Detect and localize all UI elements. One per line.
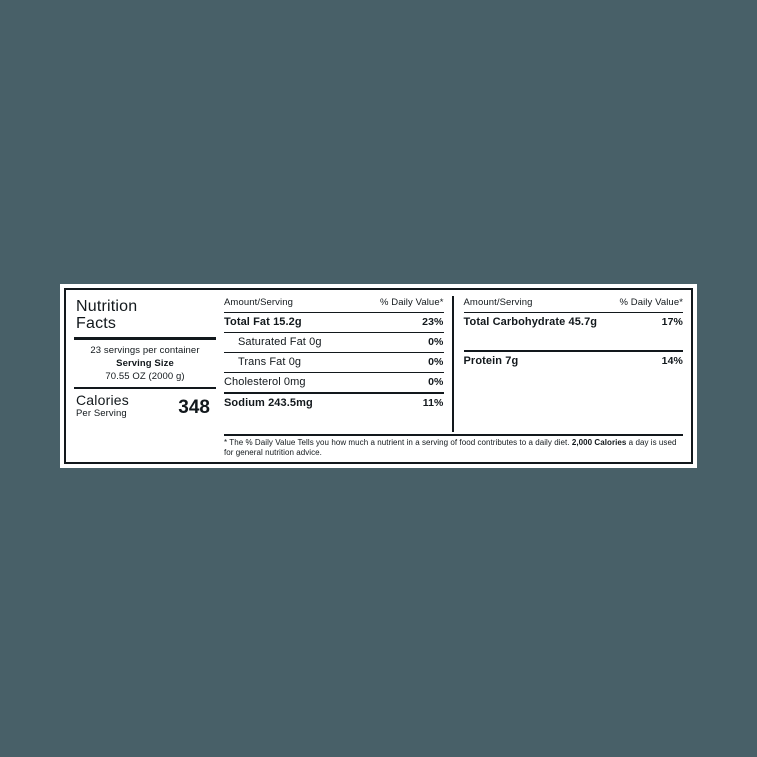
table-row [224, 392, 444, 413]
label-right-section [222, 296, 683, 458]
nutrient-daily-value: 0% [428, 376, 444, 388]
calories-text-group [76, 394, 129, 420]
nutrient-column-1 [224, 296, 454, 432]
nutrient-daily-value: 0% [428, 336, 444, 348]
title-line-2: Facts [76, 315, 117, 332]
serving-size-value: 70.55 OZ (2000 g) [105, 371, 185, 382]
column2-header-amount: Amount/Serving [463, 297, 533, 308]
calories-per-serving-label: Per Serving [76, 408, 127, 419]
column2-header [464, 296, 684, 312]
nutrient-daily-value: 17% [661, 316, 683, 328]
table-row [224, 312, 444, 332]
column1-header-amount: Amount/Serving [224, 297, 293, 308]
nutrient-name: Trans Fat 0g [238, 356, 302, 368]
title-line-1: Nutrition [76, 298, 138, 315]
table-row [464, 350, 684, 371]
nutrition-label-panel [60, 284, 697, 468]
footnote-calories-bold: 2,000 Calories [571, 438, 627, 447]
table-row [224, 352, 444, 372]
table-row [224, 372, 444, 392]
nutrient-name: Saturated Fat 0g [238, 336, 322, 348]
footnote-part-1: * The % Daily Value Tells you how much a nutrient in a serving of food contributes to a daily diet. [224, 438, 570, 447]
label-left-column [74, 296, 222, 458]
serving-size-label: Serving Size [116, 358, 174, 369]
table-row [224, 332, 444, 352]
nutrient-name: Cholesterol 0mg [224, 376, 306, 388]
nutrition-facts-label [64, 288, 693, 464]
column1-header-daily-value: % Daily Value* [379, 297, 444, 308]
nutrient-name: Protein 7g [463, 355, 519, 367]
nutrient-column-2 [454, 296, 684, 432]
nutrient-name: Total Carbohydrate 45.7g [463, 316, 598, 328]
divider-above-calories [74, 387, 216, 389]
calories-value: 348 [178, 397, 210, 418]
footnote-part-2: a day is used for general nutrition advice. [224, 438, 677, 457]
calories-word: Calories [76, 392, 129, 408]
nutrient-daily-value: 11% [422, 397, 444, 409]
nutrient-daily-value: 23% [422, 316, 444, 328]
nutrient-daily-value: 0% [428, 356, 444, 368]
column2-header-daily-value: % Daily Value* [619, 297, 683, 308]
calories-row [74, 392, 216, 420]
nutrient-columns [224, 296, 683, 432]
daily-value-footnote [224, 436, 683, 458]
table-row [464, 312, 684, 332]
column1-header [224, 296, 444, 312]
divider-under-title [74, 337, 216, 340]
servings-per-container: 23 servings per container [90, 345, 200, 356]
nutrition-facts-title [76, 298, 216, 332]
nutrient-name: Sodium 243.5mg [224, 397, 313, 409]
nutrient-daily-value: 14% [661, 355, 683, 367]
column2-spacer [464, 371, 684, 432]
column1-spacer [224, 413, 444, 432]
nutrient-name: Total Fat 15.2g [224, 316, 302, 328]
